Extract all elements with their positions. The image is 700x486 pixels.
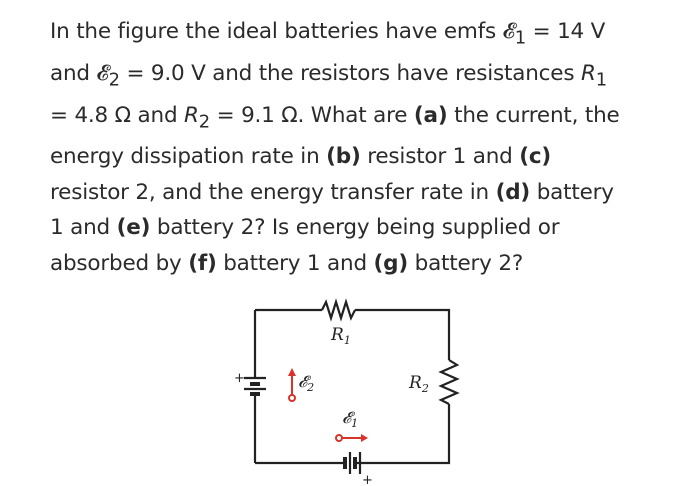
line-2: and 𝓔$_2$ = 9.0 V and the resistors have resistances $R_1$ bbox=[50, 60, 607, 91]
line-7: absorbed by (f) battery 1 and (g) battery 2? bbox=[50, 250, 524, 276]
emf1-arrow bbox=[336, 434, 368, 442]
line-5: resistor 2, and the energy transfer rate in (d) battery bbox=[50, 179, 614, 205]
plus-sign-left: + bbox=[234, 371, 245, 386]
r1-symbol: R bbox=[580, 60, 596, 86]
part-f: (f) bbox=[188, 250, 217, 276]
battery-e2 bbox=[244, 378, 266, 394]
e1-label: 𝓔$_1$ bbox=[342, 408, 359, 430]
emf2-arrow bbox=[288, 368, 296, 401]
resistor-r2 bbox=[441, 360, 457, 404]
emf1-symbol: 𝓔 bbox=[502, 19, 515, 44]
plus-sign-bottom: + bbox=[362, 473, 373, 486]
part-a: (a) bbox=[413, 102, 448, 128]
line-6: 1 and (e) battery 2? Is energy being supplied or bbox=[50, 215, 560, 241]
r2-symbol: R bbox=[184, 102, 199, 128]
part-b: (b) bbox=[326, 144, 361, 170]
line-3: = 4.8 Ω and $R_2 = 9.1$ Ω. What are (a) the current, the bbox=[50, 102, 620, 132]
resistor-r1 bbox=[322, 302, 355, 318]
circuit-diagram bbox=[225, 288, 485, 486]
part-d: (d) bbox=[495, 179, 531, 205]
r2-label: $R_2$ bbox=[409, 373, 429, 395]
part-c: (c) bbox=[519, 144, 552, 170]
line-4: energy dissipation rate in (b) resistor 1 and (c) bbox=[50, 144, 552, 170]
problem-text bbox=[50, 14, 660, 281]
part-g: (g) bbox=[373, 250, 408, 276]
e2-label: 𝓔$_2$ bbox=[298, 372, 315, 394]
r1-label: $R_1$ bbox=[331, 325, 351, 347]
top-wire-right bbox=[355, 310, 449, 360]
part-e: (e) bbox=[116, 215, 151, 241]
emf2-symbol: 𝓔 bbox=[96, 60, 109, 86]
line-1: In the figure the ideal batteries have emfs 𝓔$_1$ = 14 V bbox=[50, 19, 606, 49]
